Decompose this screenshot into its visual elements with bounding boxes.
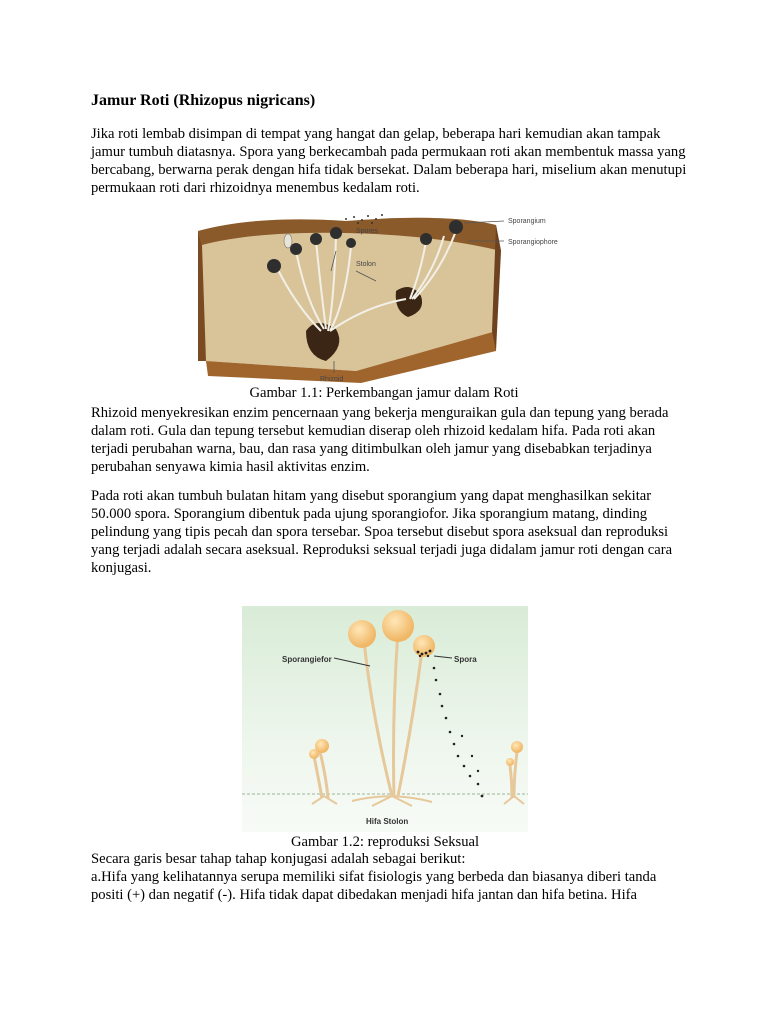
label-rhizoid: Rhizoid <box>320 376 344 383</box>
figure-reproduction <box>242 606 528 832</box>
label-stolon: Stolon <box>356 261 376 268</box>
label-spora: Spora <box>454 655 477 664</box>
paragraph-konjugasi: Secara garis besar tahap tahap konjugasi adalah sebagai berikut: a.Hifa yang kelihatannya serupa memiliki sifat fisiologis yang berbeda dan biasanya diberi tanda positi (+) dan negatif (-). Hifa tidak dapat dibedakan menjadi hifa jantan dan hifa betina. Hifa <box>91 851 657 903</box>
figure-bread-mold <box>196 211 574 384</box>
figure2-caption: Gambar 1.2: reproduksi Seksual <box>290 834 480 850</box>
label-sporangium: Sporangium <box>508 218 546 225</box>
label-hifa-stolon: Hifa Stolon <box>366 817 409 826</box>
figure1-caption: Gambar 1.1: Perkembangan jamur dalam Roti <box>249 385 519 401</box>
label-sporangiefor: Sporangiefor <box>282 655 332 664</box>
label-spores: Spores <box>356 228 379 235</box>
paragraph-intro: Jika roti lembab disimpan di tempat yang hangat dan gelap, beberapa hari kemudian akan tampak jamur tumbuh diatasnya. Spora yang berkecambah pada permukaan roti akan membentuk massa yang bercabang, berwarna perak dengan hifa tidak bersekat. Dalam beberapa hari, miselium akan menutupi permukaan roti dari rhizoidnya menembus kedalam roti. <box>91 126 687 196</box>
label-sporangiophore: Sporangiophore <box>508 239 558 246</box>
paragraph-sporangium: Pada roti akan tumbuh bulatan hitam yang disebut sporangium yang dapat menghasilkan sekitar 50.000 spora. Sporangium dibentuk pada ujung sporangiofor. Jika sporangium matang, dinding pelindung yang tipis pecah dan spora tersebar. Spoa tersebut disebut spora aseksual dan reproduksi yang terjadi adalah secara aseksual. Reproduksi seksual terjadi juga didalam jamur roti dengan cara konjugasi. <box>91 488 673 576</box>
page-title: Jamur Roti (Rhizopus nigricans) <box>91 92 316 109</box>
paragraph-rhizoid: Rhizoid menyekresikan enzim pencernaan yang bekerja menguraikan gula dan tepung yang berada dalam roti. Gula dan tepung tersebut kemudian diserap oleh rhizoid kedalam hifa. Pada roti akan terjadi perubahan warna, bau, dan rasa yang ditimbulkan oleh jamur yang disebabkan terjadinya perubahan senyawa kimia hasil aktivitas enzim. <box>91 405 669 475</box>
